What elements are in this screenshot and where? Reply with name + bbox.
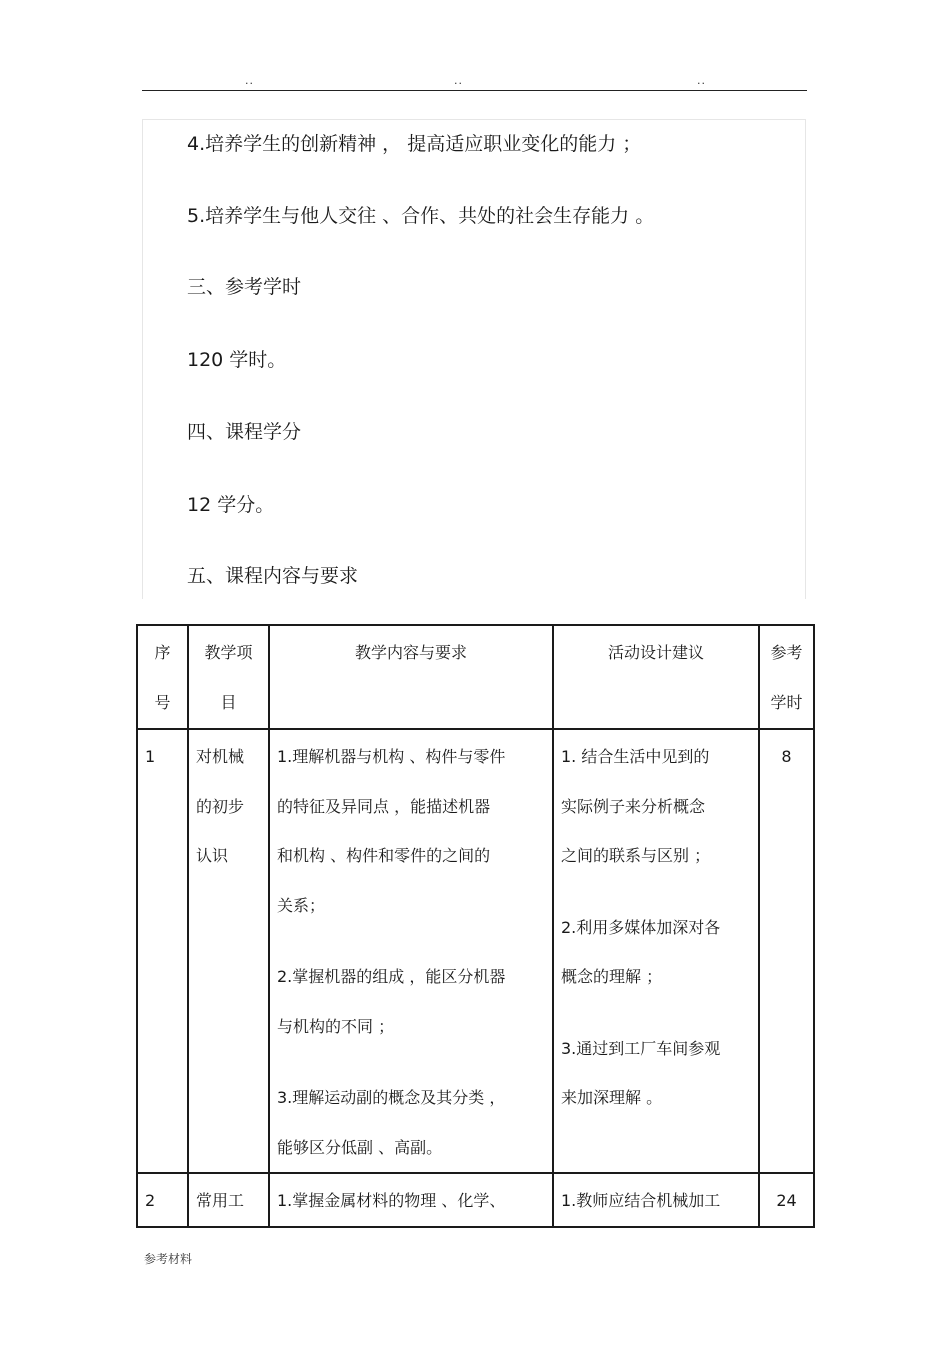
- header-content: 教学内容与要求: [269, 625, 553, 729]
- header-mark-3: ..: [697, 74, 706, 87]
- row2-content: 1.掌握金属材料的物理 、化学、: [269, 1173, 553, 1227]
- header-seq: 序 号: [137, 625, 188, 729]
- table-header-row: [137, 625, 814, 729]
- header-project: 教学项 目: [188, 625, 269, 729]
- row1-hours: 8: [759, 729, 814, 1173]
- paragraph-goal-5: 5.培养学生与他人交往 、合作、共处的社会生存能力 。: [187, 205, 655, 227]
- table-row: [137, 729, 814, 1173]
- row1-project: 对机械 的初步 认识: [188, 729, 269, 1173]
- header-hours: 参考 学时: [759, 625, 814, 729]
- paragraph-goal-4: 4.培养学生的创新精神 ， 提高适应职业变化的能力 ；: [187, 133, 642, 155]
- row1-content: 1.理解机器与机构 、构件与零件 的特征及异同点 ，能描述机器 和机构 、构件和零件的之间的 关系； 2.掌握机器的组成 ，能区分机器 与机构的不同 ； 3.理解运动副的概念及其分类 ， 能够区分低副 、高副。: [269, 729, 553, 1173]
- row1-num: 1: [137, 729, 188, 1173]
- section-heading-hours: 三、参考学时: [187, 276, 302, 298]
- course-content-table: [136, 624, 815, 1228]
- section-heading-credits: 四、课程学分: [187, 421, 302, 443]
- row2-num: 2: [137, 1173, 188, 1227]
- header-mark-1: ..: [245, 74, 254, 87]
- row1-activity: 1. 结合生活中见到的 实际例子来分析概念 之间的联系与区别 ； 2.利用多媒体加深对各 概念的理解 ； 3.通过到工厂车间参观 来加深理解 。: [553, 729, 759, 1173]
- paragraph-hours: 120 学时。: [187, 349, 287, 371]
- paragraph-credits: 12 学分。: [187, 494, 275, 516]
- footer-label: 参考材料: [144, 1252, 193, 1266]
- section-heading-content: 五、课程内容与要求: [187, 565, 359, 587]
- header-mark-2: ..: [454, 74, 463, 87]
- header-divider: [142, 90, 807, 91]
- row2-hours: 24: [759, 1173, 814, 1227]
- table-row: [137, 1173, 814, 1227]
- row2-project: 常用工: [188, 1173, 269, 1227]
- row2-activity: 1.教师应结合机械加工: [553, 1173, 759, 1227]
- header-activity: 活动设计建议: [553, 625, 759, 729]
